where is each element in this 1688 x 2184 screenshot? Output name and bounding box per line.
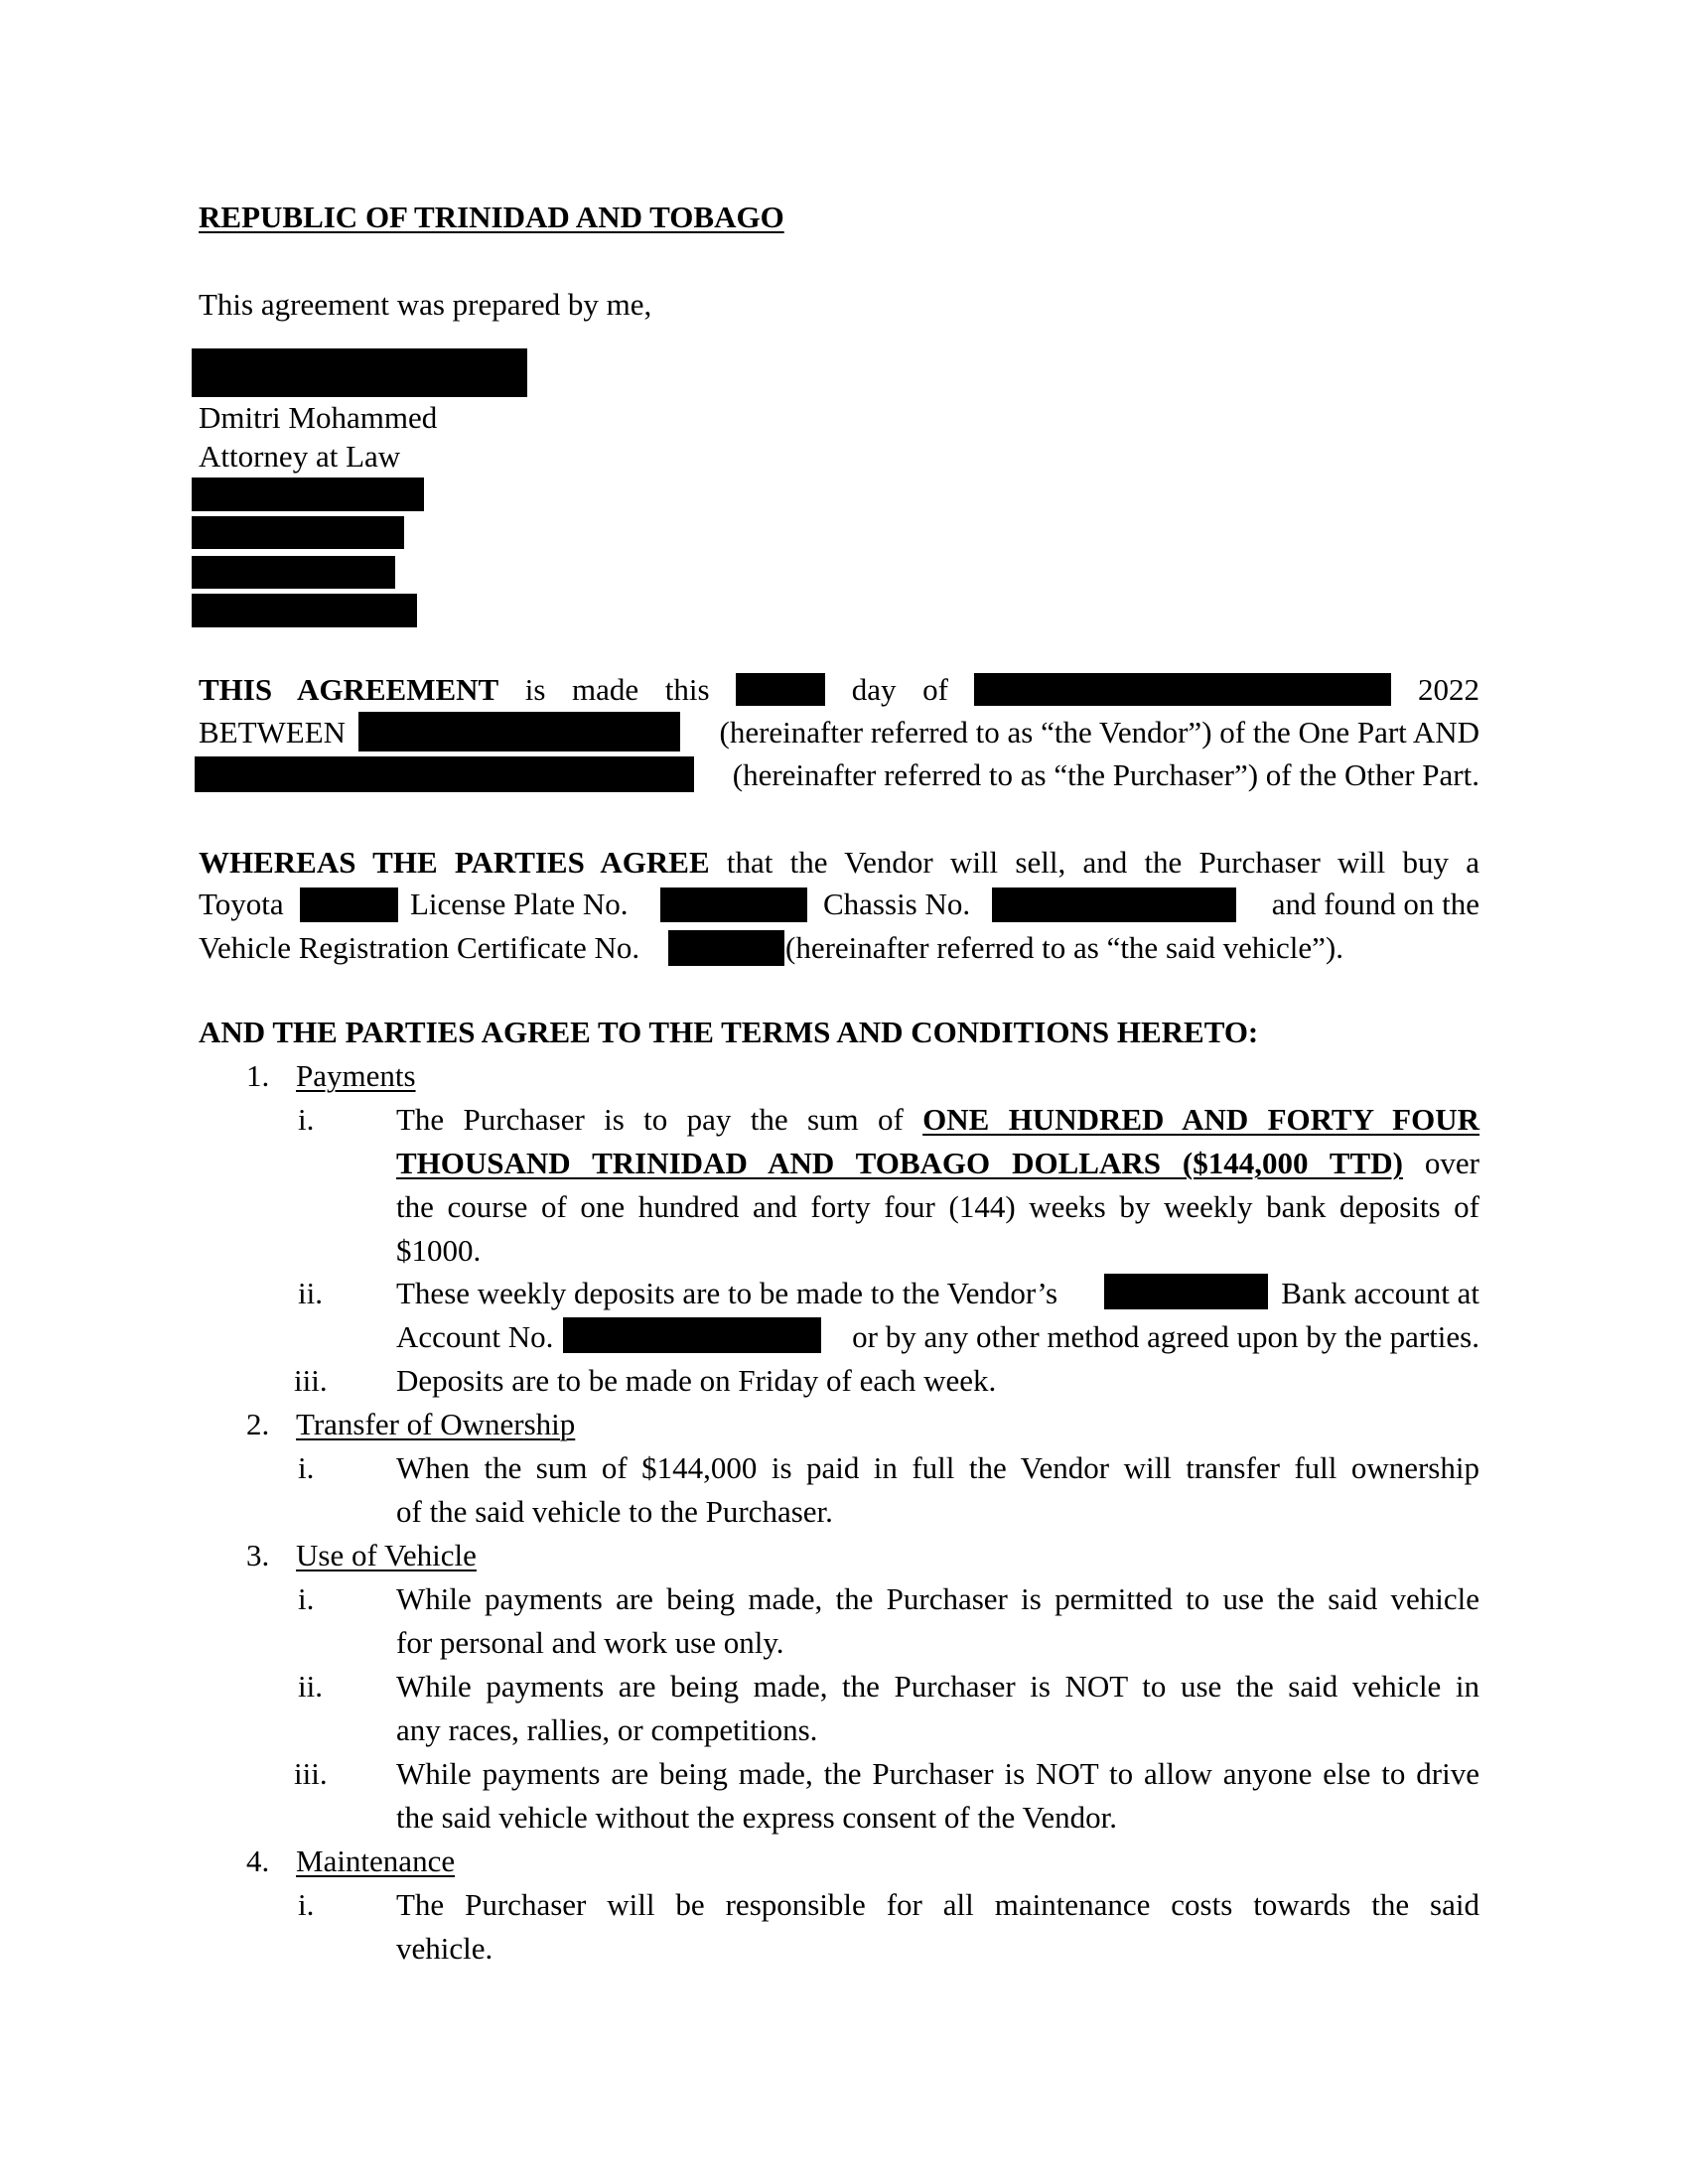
clause-text: The Purchaser will be responsible for all maintenance costs towards the said	[396, 1887, 1479, 1922]
agreement-text: made	[572, 672, 639, 707]
redaction-block	[660, 887, 807, 922]
terms-heading: AND THE PARTIES AGREE TO THE TERMS AND CONDITIONS HERETO:	[199, 1015, 1259, 1049]
clause-text: Deposits are to be made on Friday of each week.	[396, 1363, 997, 1398]
registration-label: Vehicle Registration Certificate No.	[199, 930, 640, 965]
redaction-block	[974, 673, 1391, 706]
section-number: 3.	[246, 1538, 270, 1572]
clause-use-races	[396, 1665, 1479, 1752]
clause-text: While payments are being made, the Purchaser is permitted to use the said vehicle	[396, 1581, 1479, 1616]
clause-text: Bank account at	[1281, 1276, 1479, 1310]
clause-text: When the sum of $144,000 is paid in full the Vendor will transfer full ownership	[396, 1450, 1479, 1485]
document-title: REPUBLIC OF TRINIDAD AND TOBAGO	[199, 200, 784, 234]
section-title-transfer: Transfer of Ownership	[296, 1407, 576, 1441]
clause-use-drivers	[396, 1752, 1479, 1840]
agreement-year: 2022	[1418, 672, 1480, 707]
clause-text: These weekly deposits are to be made to the Vendor’s	[396, 1276, 1058, 1310]
clause-number: iii.	[294, 1363, 328, 1398]
clause-text: While payments are being made, the Purchaser is NOT to use the said vehicle in	[396, 1669, 1479, 1704]
redaction-block	[992, 887, 1236, 922]
clause-text: While payments are being made, the Purchaser is NOT to allow anyone else to drive	[396, 1756, 1479, 1791]
amount-words: THOUSAND TRINIDAD AND TOBAGO DOLLARS ($144,000 TTD)	[396, 1146, 1403, 1180]
license-plate-label: License Plate No.	[410, 887, 629, 921]
whereas-line-1	[199, 841, 1479, 885]
agreement-text: of	[922, 672, 948, 707]
section-number: 4.	[246, 1843, 270, 1878]
clause-text: over	[1424, 1146, 1479, 1180]
agreement-text: is	[524, 672, 546, 707]
clause-number: iii.	[294, 1756, 328, 1791]
agreement-line-1	[199, 668, 1479, 712]
vendor-clause: (hereinafter referred to as “the Vendor”) of the One Part AND	[719, 715, 1479, 750]
redaction-block	[192, 348, 527, 397]
whereas-label: WHEREAS THE PARTIES AGREE	[199, 845, 710, 880]
section-title-use: Use of Vehicle	[296, 1538, 477, 1572]
redaction-block	[192, 594, 417, 627]
agreement-text: day	[851, 672, 897, 707]
clause-number: ii.	[298, 1276, 323, 1310]
redaction-block	[195, 756, 694, 792]
attorney-name: Dmitri Mohammed	[199, 400, 438, 435]
whereas-text: that the Vendor will sell, and the Purchaser will buy a	[726, 845, 1479, 880]
clause-text: any races, rallies, or competitions.	[396, 1712, 818, 1747]
clause-number: i.	[298, 1887, 315, 1922]
clause-number: ii.	[298, 1669, 323, 1704]
purchaser-clause: (hereinafter referred to as “the Purchaser”) of the Other Part.	[732, 757, 1479, 792]
vehicle-make: Toyota	[199, 887, 284, 921]
redaction-block	[358, 712, 680, 751]
clause-use-permitted	[396, 1577, 1479, 1665]
redaction-block	[668, 930, 784, 966]
chassis-label: Chassis No.	[823, 887, 971, 921]
clause-text: for personal and work use only.	[396, 1625, 784, 1660]
redaction-block	[192, 478, 424, 511]
prepared-by-line: This agreement was prepared by me,	[199, 287, 652, 322]
clause-text: $1000.	[396, 1233, 482, 1268]
redaction-block	[300, 887, 398, 922]
clause-text: or by any other method agreed upon by the parties.	[852, 1319, 1479, 1354]
redaction-block	[192, 556, 395, 589]
clause-text: of the said vehicle to the Purchaser.	[396, 1494, 833, 1529]
redaction-block	[192, 516, 404, 549]
agreement-between: BETWEEN	[199, 715, 347, 750]
agreement-text: this	[664, 672, 710, 707]
section-number: 2.	[246, 1407, 270, 1441]
section-number: 1.	[246, 1058, 270, 1093]
section-title-payments: Payments	[296, 1058, 416, 1093]
clause-text: the course of one hundred and forty four (144) weeks by weekly bank deposits of	[396, 1189, 1479, 1224]
clause-text: the said vehicle without the express consent of the Vendor.	[396, 1800, 1118, 1835]
redaction-block	[563, 1317, 821, 1353]
section-title-maintenance: Maintenance	[296, 1843, 456, 1878]
whereas-text: and found on the	[1271, 887, 1479, 921]
clause-text: vehicle.	[396, 1931, 493, 1966]
redaction-block	[1104, 1274, 1268, 1309]
redaction-block	[736, 673, 825, 706]
clause-transfer	[396, 1446, 1479, 1534]
attorney-title: Attorney at Law	[199, 439, 401, 474]
account-label: Account No.	[396, 1319, 554, 1354]
whereas-text: (hereinafter referred to as “the said vehicle”).	[785, 930, 1343, 965]
clause-number: i.	[298, 1450, 315, 1485]
agreement-label: THIS AGREEMENT	[199, 672, 499, 707]
clause-text: The Purchaser is to pay the sum of	[396, 1102, 904, 1137]
clause-payment-sum	[396, 1098, 1479, 1273]
clause-number: i.	[298, 1102, 315, 1137]
amount-words: ONE HUNDRED AND FORTY FOUR	[922, 1102, 1480, 1137]
clause-number: i.	[298, 1581, 315, 1616]
clause-maintenance	[396, 1883, 1479, 1971]
